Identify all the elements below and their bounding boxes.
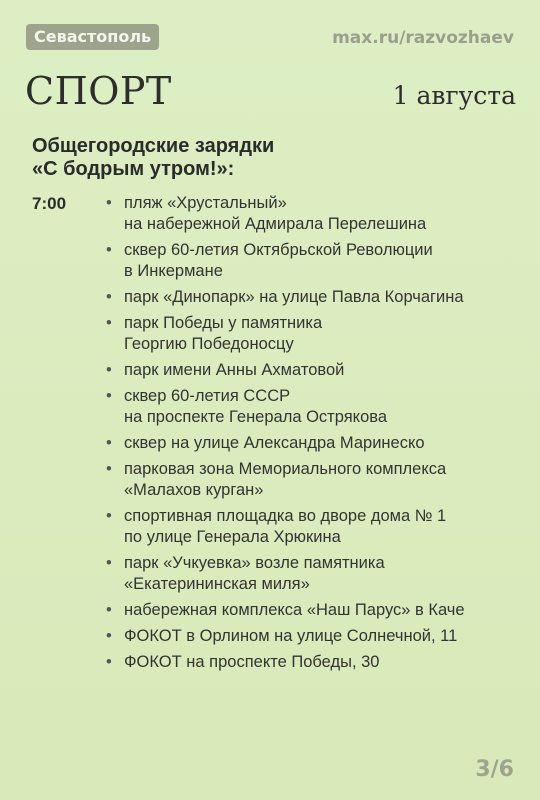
venue-item-line: на проспекте Генерала Острякова	[124, 408, 388, 426]
venue-item-line: «Екатерининская миля»	[124, 575, 310, 593]
venue-item-line: по улице Генерала Хрюкина	[124, 528, 341, 546]
venue-item	[104, 240, 524, 282]
page-date: 1 августа	[392, 81, 516, 110]
venue-item-line: • ФОКОТ в Орлином на улице Солнечной, 11	[124, 627, 458, 645]
venue-item	[104, 313, 524, 355]
venue-item-line: в Инкермане	[124, 262, 223, 280]
venue-item-line: • пляж «Хрустальный»	[124, 194, 287, 212]
venue-item-line: Георгию Победоносцу	[124, 335, 294, 353]
venue-item-line: • парковая зона Мемориального комплекса	[124, 460, 447, 478]
venue-item-line: • спортивная площадка во дворе дома № 1	[124, 507, 447, 525]
venue-item	[104, 506, 524, 548]
venue-item-line: • парк «Динопарк» на улице Павла Корчагина	[124, 288, 464, 306]
venue-item	[104, 433, 524, 454]
venue-item	[104, 626, 524, 647]
venue-item-line: • ФОКОТ на проспекте Победы, 30	[124, 653, 380, 671]
venue-item-line: «Малахов курган»	[124, 481, 264, 499]
section-title-line: «С бодрым утром!»:	[32, 158, 235, 180]
city-badge: Севастополь	[26, 24, 159, 50]
venue-item	[104, 553, 524, 595]
section-title-line: Общегородские зарядки	[32, 135, 275, 157]
time-label: 7:00	[32, 194, 67, 213]
venue-item-line: • набережная комплекса «Наш Парус» в Каче	[124, 601, 465, 619]
venue-item-line: • парк имени Анны Ахматовой	[124, 361, 345, 379]
venue-item-line: • парк Победы у памятника	[124, 314, 323, 332]
section-title	[32, 135, 492, 181]
venue-item	[104, 360, 524, 381]
venue-item-line: • сквер 60-летия СССР	[124, 387, 291, 405]
venue-item-line: • сквер на улице Александра Маринеско	[124, 434, 425, 452]
venue-list	[104, 193, 524, 678]
venue-item	[104, 652, 524, 673]
venue-item	[104, 386, 524, 428]
venue-item	[104, 600, 524, 621]
venue-item	[104, 193, 524, 235]
page-title: СПОРТ	[25, 69, 172, 113]
venue-item-line: • сквер 60-летия Октябрьской Революции	[124, 241, 433, 259]
venue-item-line: • парк «Учкуевка» возле памятника	[124, 554, 385, 572]
venue-item	[104, 287, 524, 308]
source-link[interactable]: max.ru/razvozhaev	[332, 28, 514, 48]
page-counter: 3/6	[475, 757, 514, 782]
venue-item-line: на набережной Адмирала Перелешина	[124, 215, 427, 233]
venue-item	[104, 459, 524, 501]
